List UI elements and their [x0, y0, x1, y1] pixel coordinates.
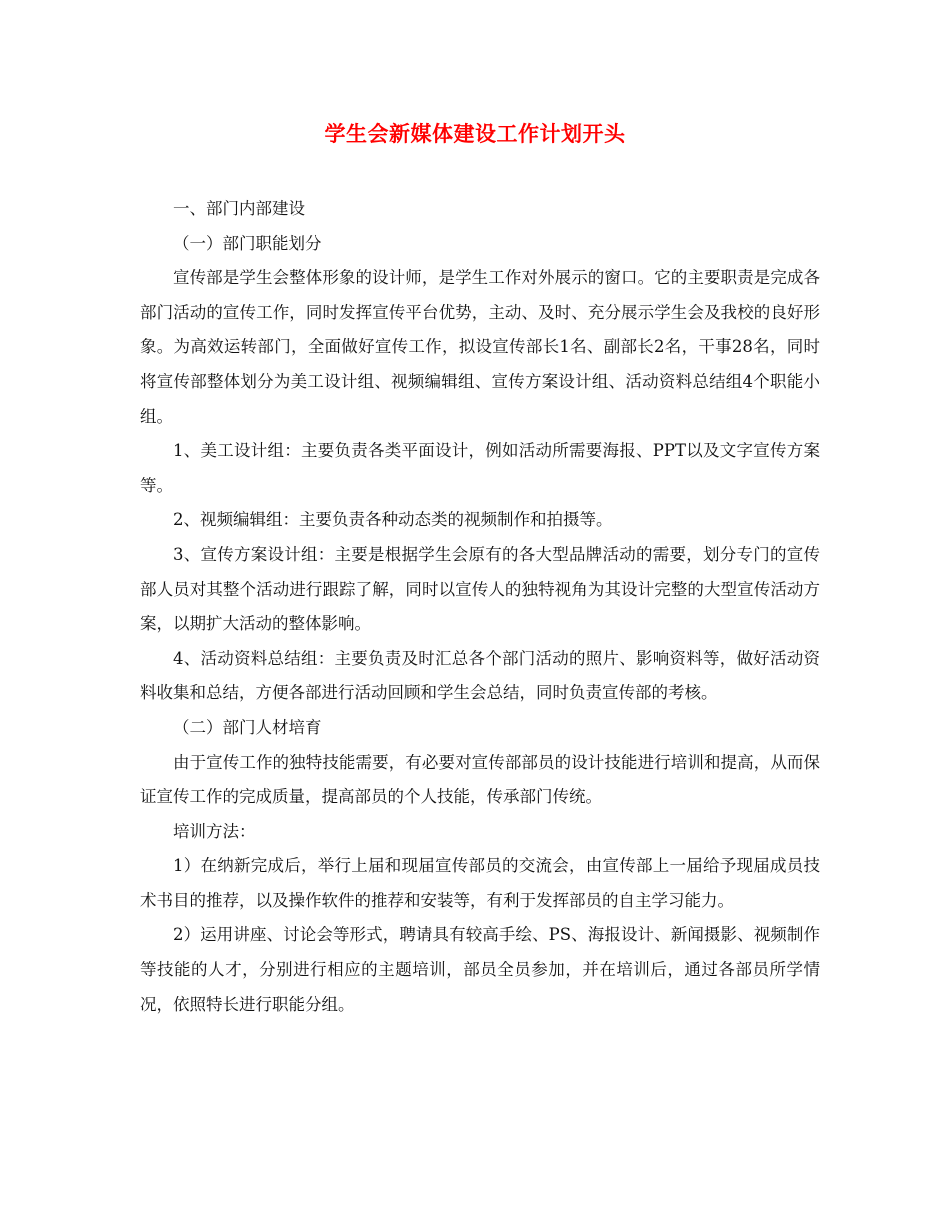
paragraph: 1、美工设计组：主要负责各类平面设计，例如活动所需要海报、PPT以及文字宣传方案等。 — [140, 441, 820, 495]
paragraph: 由于宣传工作的独特技能需要，有必要对宣传部部员的设计技能进行培训和提高，从而保证宣传工作的完成质量，提高部员的个人技能，传承部门传统。 — [140, 752, 820, 807]
paragraph: 2、视频编辑组：主要负责各种动态类的视频制作和拍摄等。 — [173, 510, 613, 530]
paragraph: 3、宣传方案设计组：主要是根据学生会原有的各大型品牌活动的需要，划分专门的宣传部人员对其整个活动进行跟踪了解，同时以宣传人的独特视角为其设计完整的大型宣传活动方案，以期扩大活动的整体影响。 — [140, 544, 820, 634]
document-title: 学生会新媒体建设工作计划开头 — [324, 122, 626, 146]
paragraph: 宣传部是学生会整体形象的设计师，是学生工作对外展示的窗口。它的主要职责是完成各部门活动的宣传工作，同时发挥宣传平台优势，主动、及时、充分展示学生会及我校的良好形象。为高效运转部门，全面做好宣传工作，拟设宣传部长1名、副部长2名，干事28名，同时将宣传部整体划分为美工设计组、视频编辑组、宣传方案设计组、活动资料总结组4个职能小组。 — [140, 268, 820, 426]
subsection-heading: （二）部门人材培育 — [173, 717, 322, 737]
paragraph: 4、活动资料总结组：主要负责及时汇总各个部门活动的照片、影响资料等，做好活动资料收集和总结，方便各部进行活动回顾和学生会总结，同时负责宣传部的考核。 — [140, 648, 820, 703]
document-body — [140, 192, 820, 1022]
paragraph: 培训方法： — [173, 821, 256, 841]
section-heading: 一、部门内部建设 — [173, 199, 305, 218]
paragraph: 2）运用讲座、讨论会等形式，聘请具有较高手绘、PS、海报设计、新闻摄影、视频制作等技能的人才，分别进行相应的主题培训，部员全员参加，并在培训后，通过各部员所学情况，依照特长进行职能分组。 — [140, 925, 820, 1014]
paragraph: 1）在纳新完成后，举行上届和现届宣传部员的交流会，由宣传部上一届给予现届成员技术书目的推荐，以及操作软件的推荐和安装等，有利于发挥部员的自主学习能力。 — [140, 856, 820, 910]
subsection-heading: （一）部门职能划分 — [173, 233, 322, 253]
